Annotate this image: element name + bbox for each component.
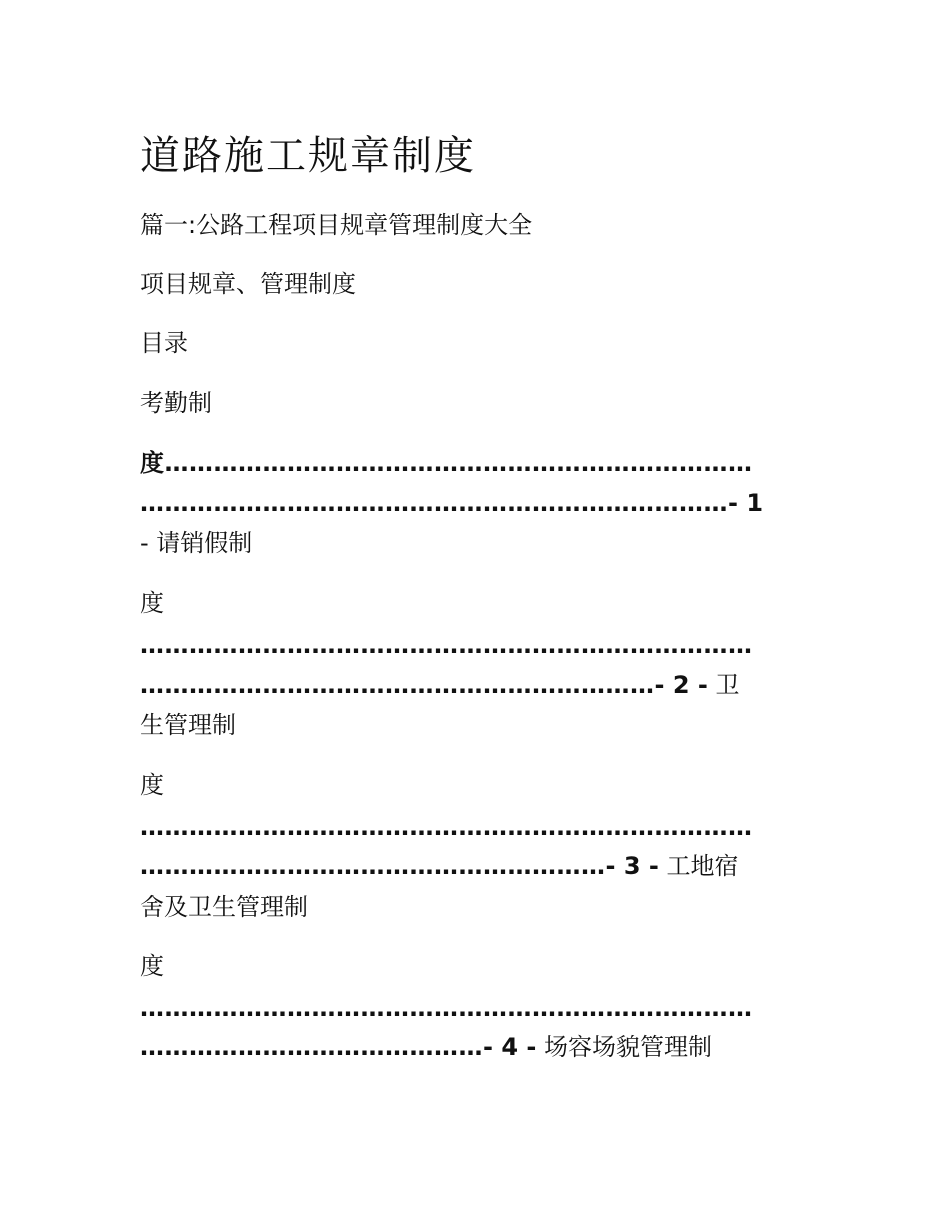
toc-entry-text: 度 xyxy=(140,771,164,799)
toc-entry-text: 生管理制 xyxy=(140,711,236,739)
document-subtitle: 篇一:公路工程项目规章管理制度大全 xyxy=(140,211,533,239)
toc-entry-text: 舍及卫生管理制 xyxy=(140,893,308,921)
toc-page-number: - 4 - xyxy=(483,1033,537,1061)
document-title: 道路施工规章制度 xyxy=(140,133,476,179)
toc-page-number: - 3 - xyxy=(605,852,659,880)
toc-page-number: - 1 xyxy=(728,489,764,517)
toc-entry-text: 工地宿 xyxy=(658,852,739,880)
toc-leader-dots: …………………………………… xyxy=(140,1033,483,1061)
toc-leader-line: ………………………………………………………………… xyxy=(140,994,753,1022)
toc-leader-line: ………………………………………………………………… xyxy=(140,813,753,841)
toc-entry-text: 场容场貌管理制 xyxy=(536,1033,712,1061)
toc-entry-text: 卫 xyxy=(707,671,740,699)
toc-entry-text: 考勤制 xyxy=(140,389,212,417)
toc-entry-text: - 请销假制 xyxy=(140,529,253,557)
toc-leader-line: ………………………………………………………………… xyxy=(140,631,753,659)
toc-leader-line xyxy=(140,1032,712,1062)
toc-page-number: - 2 - xyxy=(654,671,708,699)
toc-leader-line xyxy=(140,851,738,881)
section-heading: 项目规章、管理制度 xyxy=(140,270,356,298)
toc-entry-text: 度 xyxy=(140,589,164,617)
toc-leader-line xyxy=(140,488,763,518)
toc-leader-dots: ……………………………………………………………… xyxy=(140,489,728,517)
toc-leader-dots: ……………………………………………………… xyxy=(140,671,655,699)
toc-leader-line: 度……………………………………………………………… xyxy=(140,449,753,477)
toc-leader-dots: ………………………………………………… xyxy=(140,852,606,880)
toc-entry-text: 度 xyxy=(140,952,164,980)
toc-leader-line xyxy=(140,670,739,700)
toc-heading: 目录 xyxy=(140,329,188,357)
